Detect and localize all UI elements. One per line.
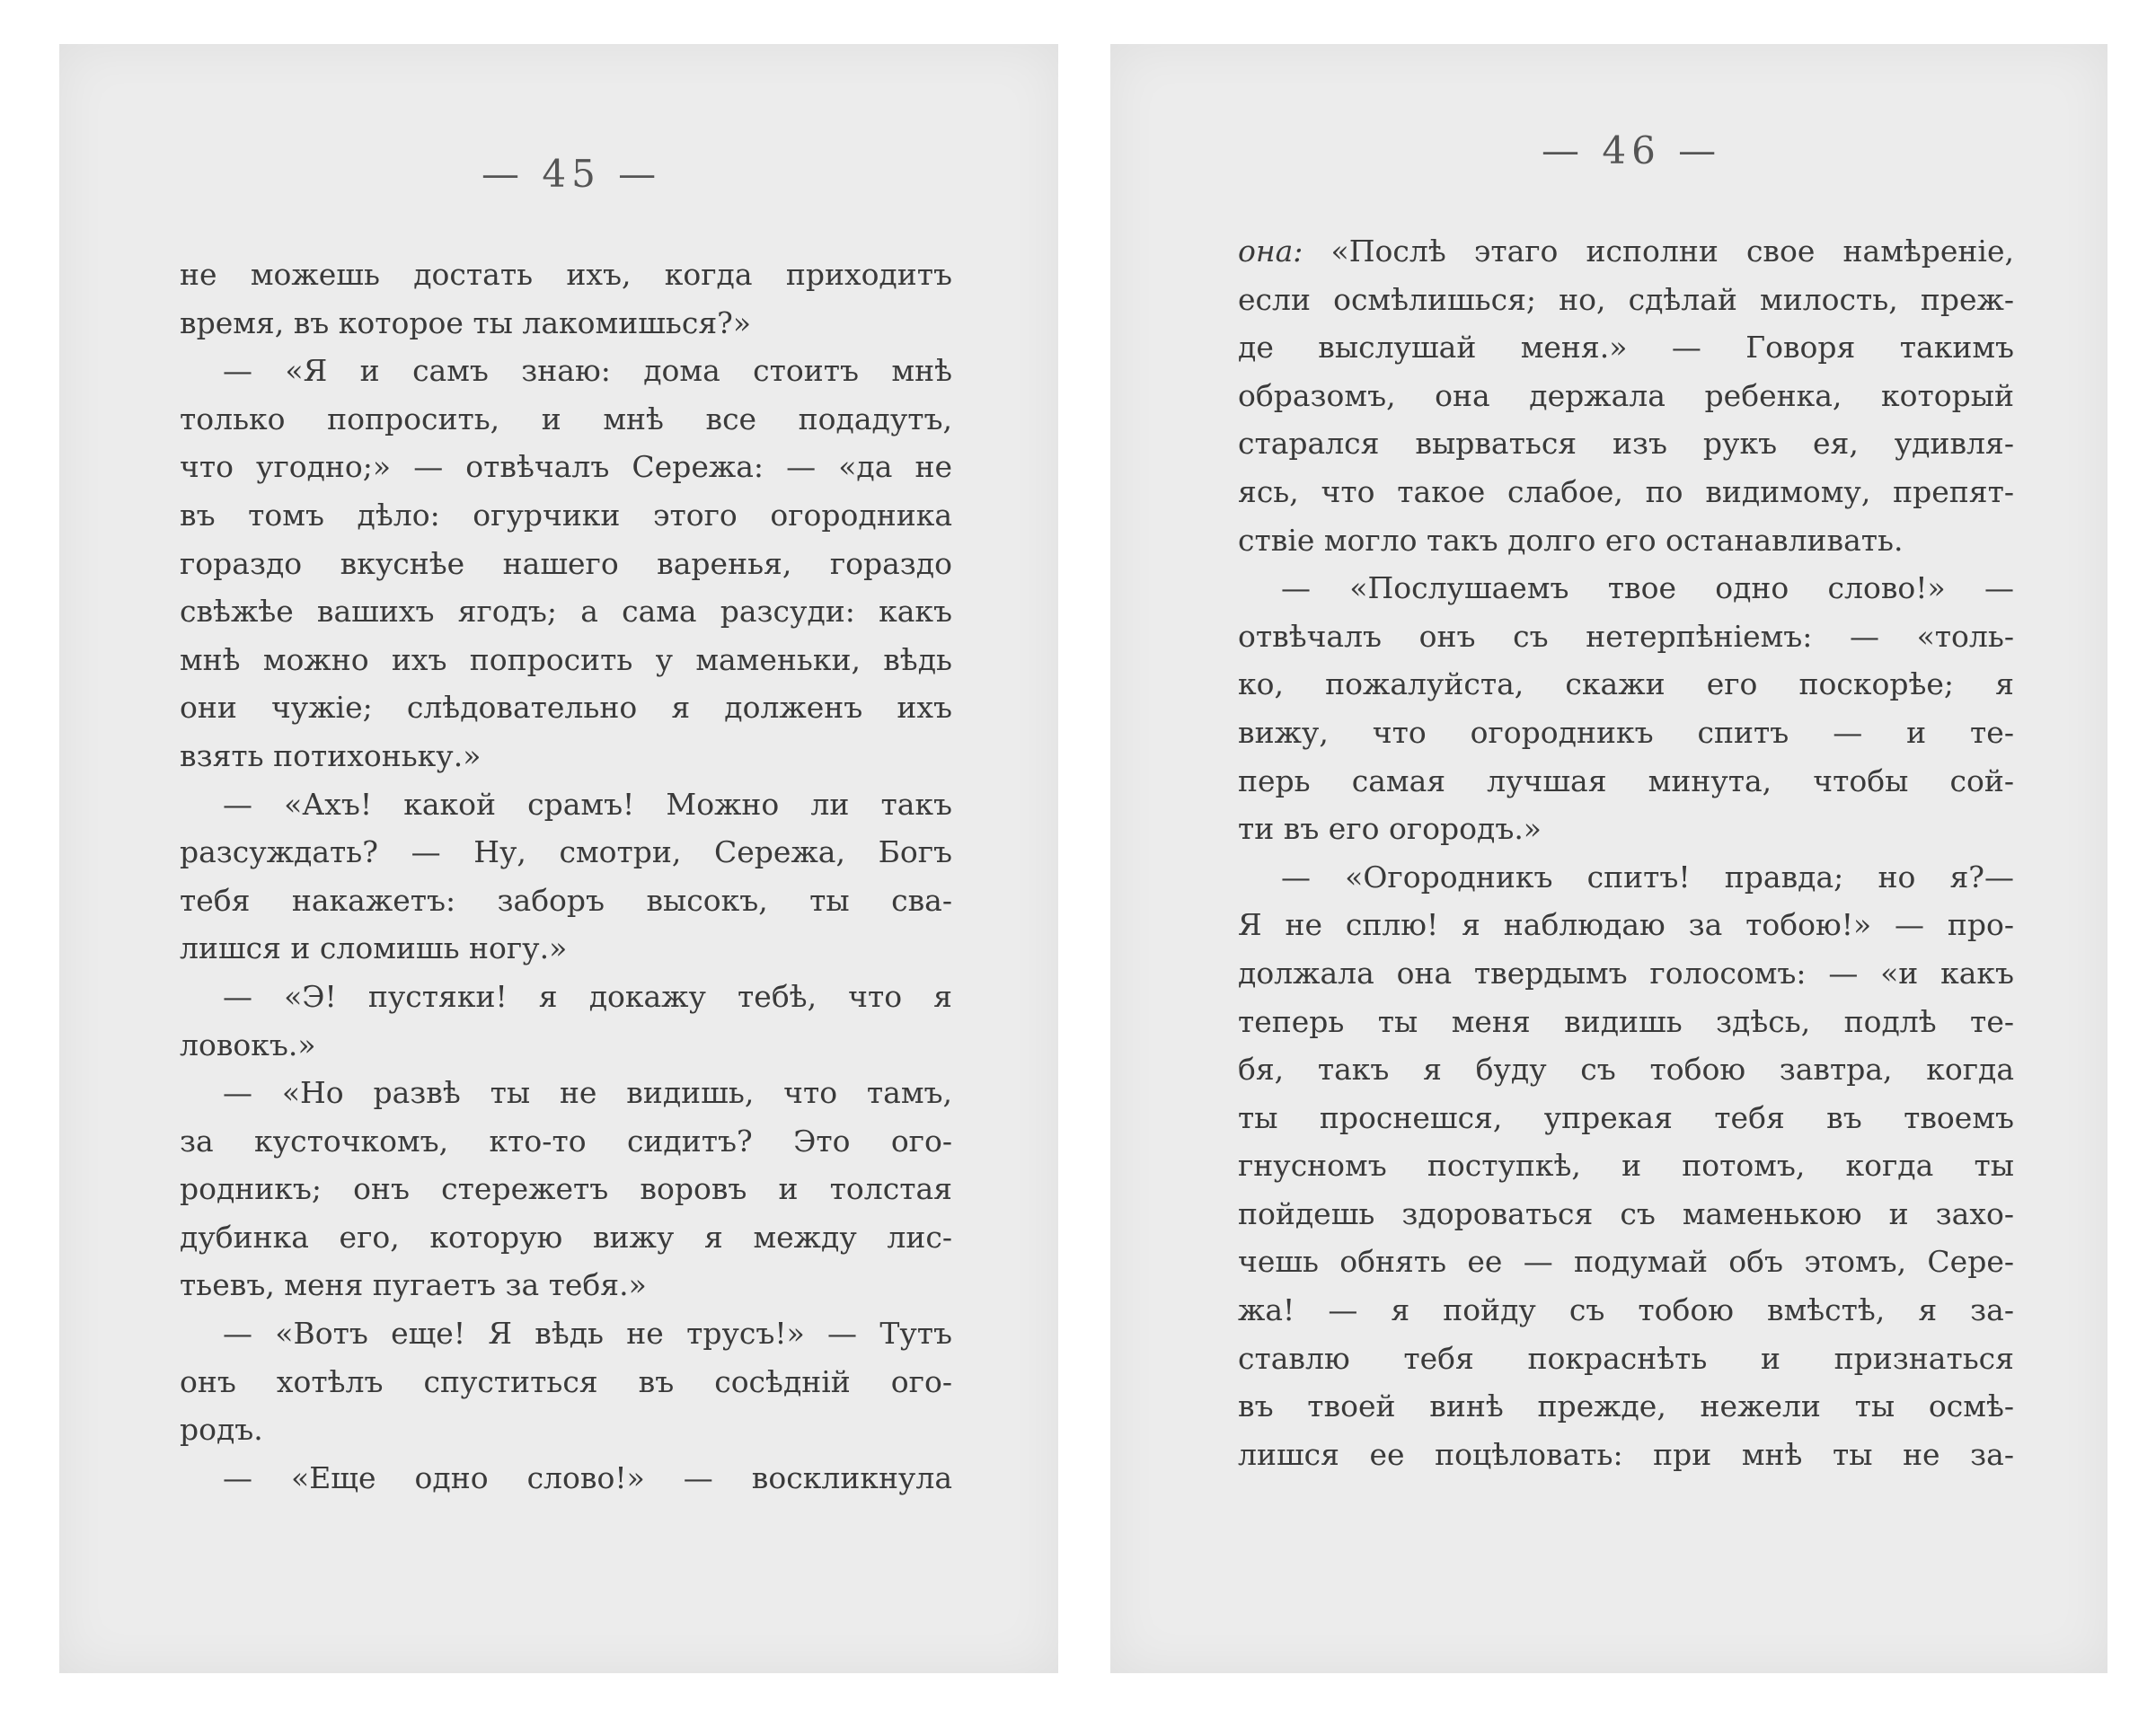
text-line: время, въ которое ты лакомишься?» [180, 304, 752, 340]
text-line: родъ. [180, 1412, 263, 1448]
text-line: старался вырваться изъ рукъ ея, удивля- [1238, 426, 2014, 462]
text-line: теперь ты меня видишь здѣсь, подлѣ те- [1238, 1003, 2014, 1039]
text-line: гнусномъ поступкѣ, и потомъ, когда ты [1238, 1148, 2014, 1184]
text-line: — «Ахъ! какой срамъ! Можно ли такъ [223, 786, 952, 822]
text-line: — «Я и самъ знаю: дома стоитъ мнѣ [223, 353, 952, 389]
text-line: ставлю тебя покраснѣть и признаться [1238, 1340, 2014, 1376]
text-line: ко, пожалуйста, скажи его поскорѣе; я [1238, 666, 2014, 702]
text-line: должала она твердымъ голосомъ: — «и какъ [1238, 955, 2014, 991]
text-line: родникъ; онъ стережетъ воровъ и толстая [180, 1171, 952, 1207]
text-line: не можешь достать ихъ, когда приходитъ [180, 257, 952, 292]
text-line: мнѣ можно ихъ попросить у маменьки, вѣдь [180, 641, 952, 677]
text-line: только попросить, и мнѣ все подадутъ, [180, 401, 952, 436]
text-line: тебя накажетъ: заборъ высокъ, ты сва- [180, 882, 952, 918]
text-line: тьевъ, меня пугаетъ за тебя.» [180, 1267, 647, 1303]
text-line: дубинка его, которую вижу я между лис- [180, 1219, 952, 1255]
text-line: гораздо вкуснѣе нашего варенья, гораздо [180, 545, 952, 581]
text-line: если осмѣлишься; но, сдѣлай милость, преж- [1238, 281, 2014, 317]
text-line: вижу, что огородникъ спитъ — и те- [1238, 714, 2014, 750]
text-line: въ томъ дѣло: огурчики этого огородника [180, 497, 952, 533]
text-line: ясь, что такое слабое, по видимому, препят- [1238, 473, 2014, 509]
text-line: чешь обнять ее — подумай объ этомъ, Сере- [1238, 1244, 2014, 1280]
text-line: что угодно;» — отвѣчалъ Сережа: — «да не [180, 449, 952, 485]
text-line: — «Но развѣ ты не видишь, что тамъ, [223, 1075, 952, 1111]
text-line: перь самая лучшая минута, чтобы сой- [1238, 762, 2014, 798]
text-line: — «Вотъ еще! Я вѣдь не трусъ!» — Тутъ [223, 1316, 952, 1352]
right-page [1110, 44, 2107, 1673]
text-line: за кусточкомъ, кто-то сидитъ? Это ого- [180, 1123, 952, 1159]
page-number: — 45 — [482, 152, 662, 196]
first-word: она: [1238, 234, 1303, 269]
text-line: они чужіе; слѣдовательно я долженъ ихъ [180, 690, 952, 726]
text-line: бя, такъ я буду съ тобою завтра, когда [1238, 1052, 2014, 1088]
text-line: свѣжѣе вашихъ ягодъ; а сама разсуди: какъ [180, 594, 952, 630]
text-line [1238, 227, 2014, 276]
page-text [180, 251, 952, 1502]
text-line: — «Огородникъ спитъ! правда; но я?— [1281, 859, 2014, 895]
text-line: образомъ, она держала ребенка, который [1238, 377, 2014, 413]
text-line: разсуждать? — Ну, смотри, Сережа, Богъ [180, 834, 952, 870]
text-line: взять потихоньку.» [180, 737, 482, 773]
text-line: де выслушай меня.» — Говоря такимъ [1238, 330, 2014, 366]
text-line: — «Еще одно слово!» — воскликнула [223, 1459, 952, 1495]
text-line: ловокъ.» [180, 1027, 316, 1062]
text-line: жа! — я пойду съ тобою вмѣстѣ, я за- [1238, 1292, 2014, 1328]
text-line-rest: «Послѣ этаго исполни свое намѣреніе, [1330, 234, 2014, 269]
text-line: лишся и сломишь ногу.» [180, 930, 568, 966]
page-number: — 46 — [1542, 128, 1722, 172]
text-line: — «Послушаемъ твое одно слово!» — [1281, 570, 2014, 606]
left-page [59, 44, 1058, 1673]
text-line: онъ хотѣлъ спуститься въ сосѣдній ого- [180, 1363, 952, 1399]
text-line: ствіе могло такъ долго его останавливать. [1238, 522, 1904, 558]
text-line: — «Э! пустяки! я докажу тебѣ, что я [223, 978, 952, 1014]
text-line: лишся ее поцѣловать: при мнѣ ты не за- [1238, 1436, 2014, 1472]
page-text [1238, 227, 2014, 1478]
text-line: отвѣчалъ онъ съ нетерпѣніемъ: — «толь- [1238, 618, 2014, 654]
text-line: пойдешь здороваться съ маменькою и захо- [1238, 1195, 2014, 1231]
text-line: въ твоей винѣ прежде, нежели ты осмѣ- [1238, 1388, 2014, 1424]
text-line: Я не сплю! я наблюдаю за тобою!» — про- [1238, 907, 2014, 943]
text-line: ты проснешся, упрекая тебя въ твоемъ [1238, 1099, 2014, 1135]
text-line: ти въ его огородъ.» [1238, 811, 1542, 847]
